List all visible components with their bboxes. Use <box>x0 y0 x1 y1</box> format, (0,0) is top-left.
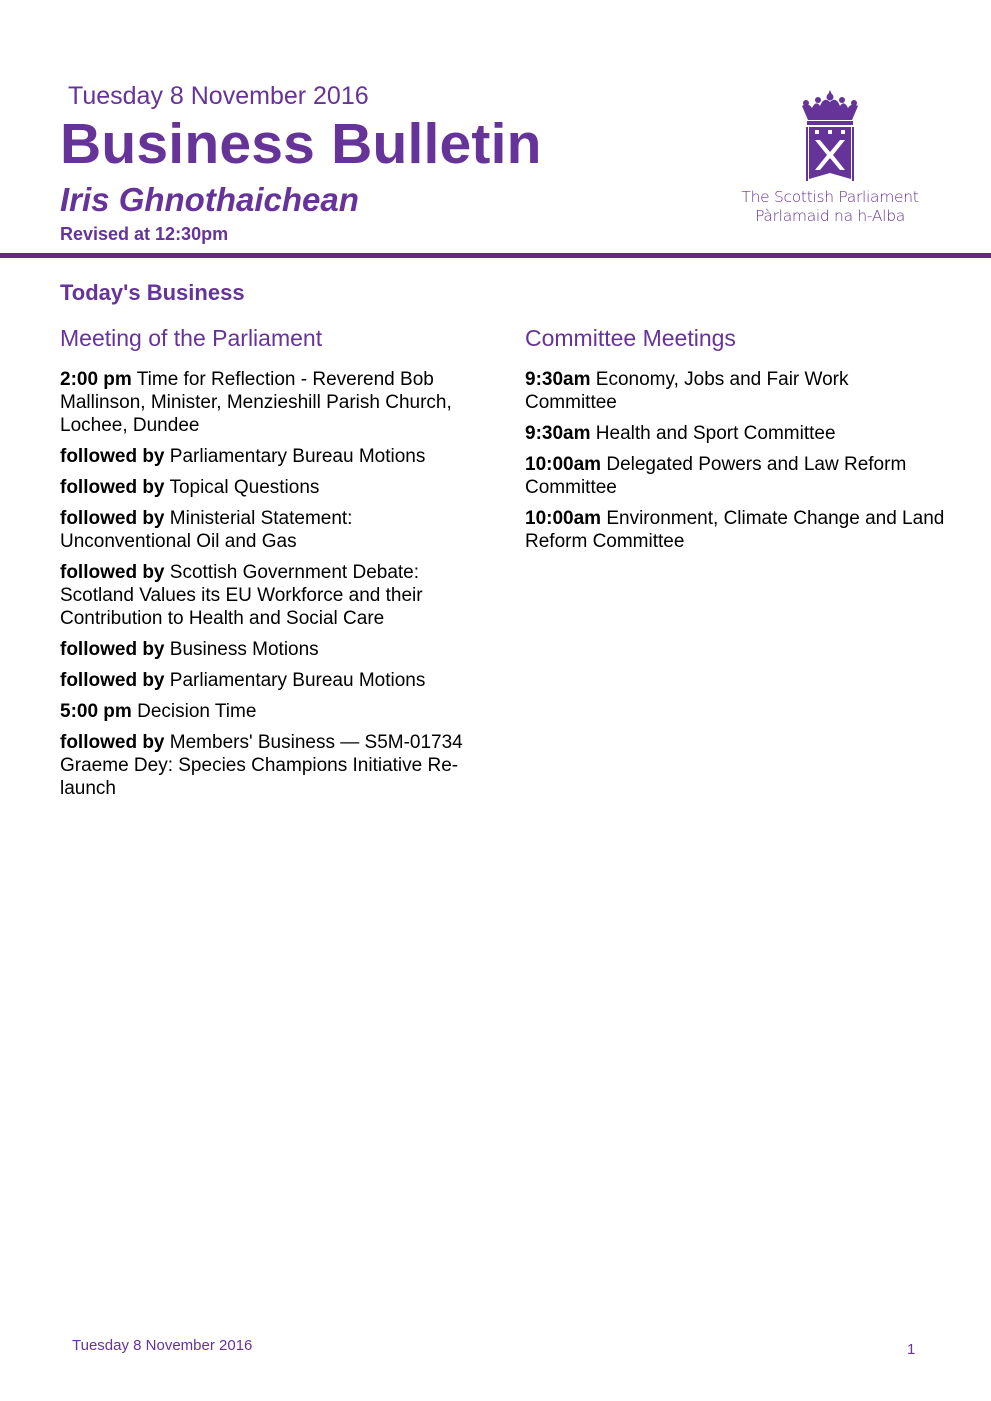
item-text: Economy, Jobs and Fair Work Committee <box>525 369 849 413</box>
committee-heading: Committee Meetings <box>525 325 736 351</box>
item-lead: followed by <box>60 639 165 660</box>
logo-gaelic-name: Pàrlamaid na h-Alba <box>755 207 905 225</box>
item-text: Decision Time <box>137 701 257 722</box>
item-text: Members' Business — S5M-01734 Graeme Dey: Species Champions Initiative Re-launch <box>60 732 463 799</box>
item-lead: followed by <box>60 508 165 529</box>
item-lead: 5:00 pm <box>60 701 132 722</box>
item-lead: 9:30am <box>525 423 591 444</box>
item-text: Ministerial Statement: Unconventional Oil and Gas <box>60 508 353 552</box>
list-item <box>525 453 945 499</box>
item-text: Environment, Climate Change and Land Reform Committee <box>525 508 945 552</box>
parliament-logo <box>730 88 930 226</box>
list-item <box>60 476 470 499</box>
item-lead: followed by <box>60 670 165 691</box>
header-date: Tuesday 8 November 2016 <box>68 82 369 110</box>
item-lead: 2:00 pm <box>60 369 132 390</box>
item-lead: followed by <box>60 732 165 753</box>
item-text: Parliamentary Bureau Motions <box>169 446 426 467</box>
list-item <box>60 700 470 723</box>
list-item <box>60 561 470 630</box>
item-lead: 10:00am <box>525 454 602 475</box>
list-item <box>60 368 470 437</box>
item-lead: followed by <box>60 477 165 498</box>
meeting-heading: Meeting of the Parliament <box>60 325 323 351</box>
section-title: Today's Business <box>60 280 245 305</box>
meeting-column <box>60 325 470 808</box>
committee-column <box>525 325 945 561</box>
gaelic-title: Iris Ghnothaichean <box>60 181 359 218</box>
footer-date: Tuesday 8 November 2016 <box>72 1337 253 1354</box>
list-item <box>525 368 945 414</box>
logo-english-name: The Scottish Parliament <box>741 188 919 206</box>
item-lead: followed by <box>60 446 165 467</box>
list-item <box>60 669 470 692</box>
item-text: Time for Reflection - Reverend Bob Mallinson, Minister, Menzieshill Parish Church, Lochee, Dundee <box>60 369 452 436</box>
item-text: Delegated Powers and Law Reform Committee <box>525 454 907 498</box>
header-divider <box>0 253 991 258</box>
item-text: Health and Sport Committee <box>595 423 836 444</box>
item-text: Scottish Government Debate: Scotland Values its EU Workforce and their Contribution to Health and Social Care <box>60 562 423 629</box>
page-title: Business Bulletin <box>60 112 542 176</box>
list-item <box>525 422 945 445</box>
revised-time: Revised at 12:30pm <box>60 224 229 244</box>
item-text: Business Motions <box>169 639 319 660</box>
item-text: Parliamentary Bureau Motions <box>169 670 426 691</box>
page-number: 1 <box>907 1341 916 1358</box>
list-item <box>60 638 470 661</box>
list-item <box>525 507 945 553</box>
scottish-parliament-crown-saltire-icon <box>798 88 862 188</box>
item-text: Topical Questions <box>169 477 320 498</box>
item-lead: 9:30am <box>525 369 591 390</box>
list-item <box>60 445 470 468</box>
list-item <box>60 731 470 800</box>
item-lead: followed by <box>60 562 165 583</box>
list-item <box>60 507 470 553</box>
item-lead: 10:00am <box>525 508 602 529</box>
